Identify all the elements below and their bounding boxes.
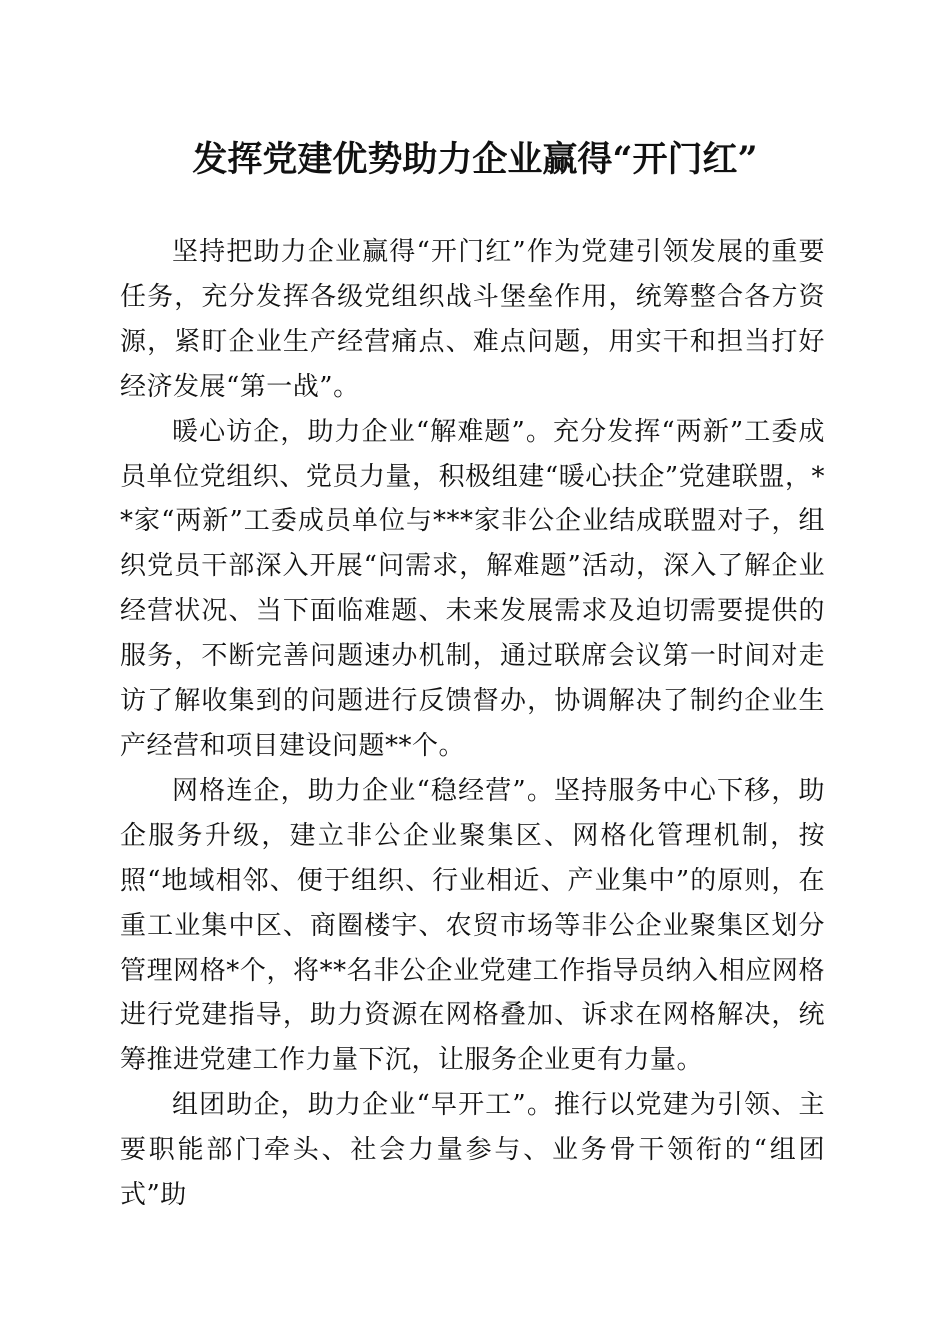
document-body — [120, 230, 825, 1218]
paragraph-intro: 坚持把助力企业赢得“开门红”作为党建引领发展的重要任务，充分发挥各级党组织战斗堡垒作用，统筹整合各方资源，紧盯企业生产经营痛点、难点问题，用实干和担当打好经济发展“第一战”。 — [120, 237, 825, 402]
paragraph-group-support: 组团助企，助力企业“早开工”。推行以党建为引领、主要职能部门牵头、社会力量参与、业务骨干领衔的“组团式”助 — [120, 1090, 825, 1211]
paragraph-grid-service: 网格连企，助力企业“稳经营”。坚持服务中心下移，助企服务升级，建立非公企业聚集区、网格化管理机制，按照“地域相邻、便于组织、行业相近、产业集中”的原则，在重工业集中区、商圈楼宇、农贸市场等非公企业聚集区划分管理网格*个，将**名非公企业党建工作指导员纳入相应网格进行党建指导，助力资源在网格叠加、诉求在网格解决，统筹推进党建工作力量下沉，让服务企业更有力量。 — [120, 775, 825, 1076]
paragraph-visit-enterprises: 暖心访企，助力企业“解难题”。充分发挥“两新”工委成员单位党组织、党员力量，积极组建“暖心扶企”党建联盟，**家“两新”工委成员单位与***家非公企业结成联盟对子，组织党员干部深入开展“问需求，解难题”活动，深入了解企业经营状况、当下面临难题、未来发展需求及迫切需要提供的服务，不断完善问题速办机制，通过联席会议第一时间对走访了解收集到的问题进行反馈督办，协调解决了制约企业生产经营和项目建设问题**个。 — [120, 416, 825, 761]
document-title: 发挥党建优势助力企业赢得“开门红” — [192, 139, 758, 180]
